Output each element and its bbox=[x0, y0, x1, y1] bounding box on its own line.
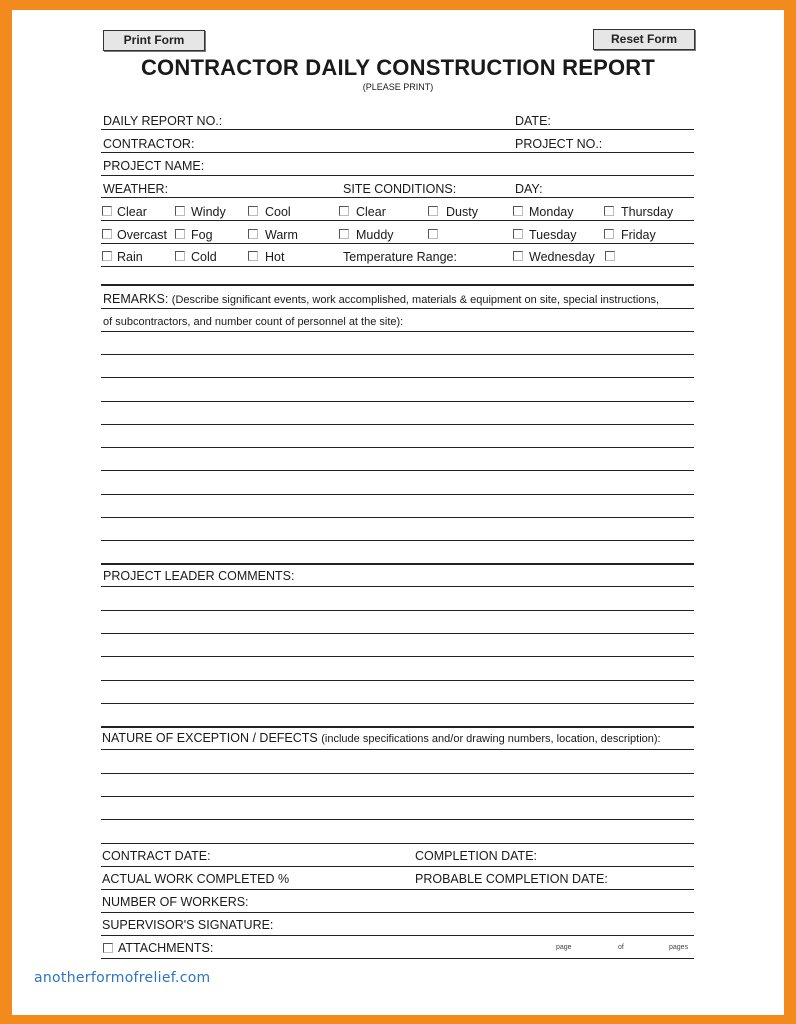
contractor-label: CONTRACTOR: bbox=[103, 137, 195, 151]
exception-detail: (include specifications and/or drawing numbers, location, description): bbox=[321, 733, 661, 745]
weather-clear-checkbox[interactable] bbox=[102, 206, 112, 216]
project-leader-comments-label: PROJECT LEADER COMMENTS: bbox=[103, 569, 295, 583]
exception-title: NATURE OF EXCEPTION / DEFECTS bbox=[102, 731, 318, 745]
date-label: DATE: bbox=[515, 114, 551, 128]
contract-date-label: CONTRACT DATE: bbox=[102, 849, 211, 863]
weather-header-line bbox=[101, 197, 694, 198]
day-monday-label: Monday bbox=[529, 205, 574, 219]
checkbox-row-3-line bbox=[101, 266, 694, 267]
day-tuesday-label: Tuesday bbox=[529, 228, 577, 242]
weather-hot-checkbox[interactable] bbox=[248, 251, 258, 261]
comments-line-3[interactable] bbox=[101, 633, 694, 634]
weather-fog-label: Fog bbox=[191, 228, 213, 242]
site-clear-checkbox[interactable] bbox=[339, 206, 349, 216]
site-muddy-label: Muddy bbox=[356, 228, 394, 242]
weather-cool-label: Cool bbox=[265, 205, 291, 219]
comments-line-1[interactable] bbox=[101, 586, 694, 587]
temperature-range-label: Temperature Range: bbox=[343, 250, 457, 264]
attachments-line bbox=[101, 958, 694, 959]
day-label: DAY: bbox=[515, 182, 543, 196]
project-name-label: PROJECT NAME: bbox=[103, 159, 205, 173]
weather-overcast-label: Overcast bbox=[117, 228, 168, 242]
weather-cold-checkbox[interactable] bbox=[175, 251, 185, 261]
weather-rain-label: Rain bbox=[117, 250, 143, 264]
attachments-checkbox[interactable] bbox=[103, 943, 113, 953]
checkbox-row-1-line bbox=[101, 220, 694, 221]
weather-fog-checkbox[interactable] bbox=[175, 229, 185, 239]
remarks-line-7[interactable] bbox=[101, 470, 694, 471]
remarks-label bbox=[103, 292, 659, 306]
weather-warm-label: Warm bbox=[265, 228, 298, 242]
form-subtitle: (PLEASE PRINT) bbox=[362, 82, 434, 92]
site-conditions-label: SITE CONDITIONS: bbox=[343, 182, 457, 196]
exception-line-5[interactable] bbox=[101, 843, 694, 844]
site-other-checkbox[interactable] bbox=[428, 229, 438, 239]
day-wednesday-label: Wednesday bbox=[529, 250, 595, 264]
day-tuesday-checkbox[interactable] bbox=[513, 229, 523, 239]
reset-form-button[interactable]: Reset Form bbox=[593, 29, 695, 50]
completion-date-label: COMPLETION DATE: bbox=[415, 849, 538, 863]
checkbox-row-2-line bbox=[101, 243, 694, 244]
daily-report-line[interactable] bbox=[101, 129, 694, 130]
remarks-line-5[interactable] bbox=[101, 424, 694, 425]
remarks-line-8[interactable] bbox=[101, 494, 694, 495]
supervisor-signature-label: SUPERVISOR'S SIGNATURE: bbox=[102, 918, 274, 932]
day-wednesday-checkbox[interactable] bbox=[513, 251, 523, 261]
day-monday-checkbox[interactable] bbox=[513, 206, 523, 216]
weather-warm-checkbox[interactable] bbox=[248, 229, 258, 239]
remarks-line-9[interactable] bbox=[101, 517, 694, 518]
remarks-line-1[interactable] bbox=[101, 331, 694, 332]
weather-cool-checkbox[interactable] bbox=[248, 206, 258, 216]
project-name-line[interactable] bbox=[101, 175, 694, 176]
of-label: of bbox=[618, 944, 624, 951]
comments-line-4[interactable] bbox=[101, 656, 694, 657]
form-sheet bbox=[12, 10, 784, 1015]
page-label: page bbox=[556, 944, 572, 951]
day-other-checkbox[interactable] bbox=[605, 251, 615, 261]
contractor-line[interactable] bbox=[101, 152, 694, 153]
remarks-line-4[interactable] bbox=[101, 401, 694, 402]
number-of-workers-label: NUMBER OF WORKERS: bbox=[102, 895, 249, 909]
site-dusty-label: Dusty bbox=[446, 205, 478, 219]
site-dusty-checkbox[interactable] bbox=[428, 206, 438, 216]
watermark-text: anotherformofrelief.com bbox=[34, 970, 211, 986]
actual-work-completed-label: ACTUAL WORK COMPLETED % bbox=[102, 872, 290, 886]
print-form-button[interactable]: Print Form bbox=[103, 30, 205, 51]
exception-line-1[interactable] bbox=[101, 749, 694, 750]
form-title: CONTRACTOR DAILY CONSTRUCTION REPORT bbox=[140, 55, 656, 80]
comments-line-2[interactable] bbox=[101, 610, 694, 611]
remarks-top-rule bbox=[101, 284, 694, 286]
remarks-title: REMARKS: bbox=[103, 292, 169, 306]
comments-top-rule bbox=[101, 563, 694, 565]
number-of-workers-line[interactable] bbox=[101, 912, 694, 913]
supervisor-signature-line[interactable] bbox=[101, 935, 694, 936]
project-no-label: PROJECT NO.: bbox=[515, 137, 603, 151]
comments-line-5[interactable] bbox=[101, 680, 694, 681]
day-friday-label: Friday bbox=[621, 228, 656, 242]
probable-completion-date-label: PROBABLE COMPLETION DATE: bbox=[415, 872, 608, 886]
remarks-line-2[interactable] bbox=[101, 354, 694, 355]
comments-line-6[interactable] bbox=[101, 703, 694, 704]
weather-hot-label: Hot bbox=[265, 250, 285, 264]
weather-label: WEATHER: bbox=[103, 182, 169, 196]
site-muddy-checkbox[interactable] bbox=[339, 229, 349, 239]
pages-label: pages bbox=[669, 944, 689, 951]
exception-label bbox=[102, 731, 661, 745]
weather-overcast-checkbox[interactable] bbox=[102, 229, 112, 239]
exception-top-rule bbox=[101, 726, 694, 728]
weather-clear-label: Clear bbox=[117, 205, 147, 219]
actual-work-line[interactable] bbox=[101, 889, 694, 890]
site-clear-label: Clear bbox=[356, 205, 386, 219]
exception-line-2[interactable] bbox=[101, 773, 694, 774]
day-thursday-checkbox[interactable] bbox=[604, 206, 614, 216]
contract-date-line[interactable] bbox=[101, 866, 694, 867]
remarks-line-10[interactable] bbox=[101, 540, 694, 541]
weather-cold-label: Cold bbox=[191, 250, 217, 264]
remarks-instructions-1: (Describe significant events, work accomplished, materials & equipment on site, special instructions, bbox=[171, 294, 660, 306]
remarks-instructions-2: of subcontractors, and number count of personnel at the site): bbox=[103, 316, 404, 328]
attachments-label: ATTACHMENTS: bbox=[118, 941, 214, 955]
remarks-line-6[interactable] bbox=[101, 447, 694, 448]
exception-line-4[interactable] bbox=[101, 819, 694, 820]
remarks-line-0 bbox=[101, 308, 694, 309]
daily-report-no-label: DAILY REPORT NO.: bbox=[103, 114, 223, 128]
weather-windy-label: Windy bbox=[191, 205, 226, 219]
remarks-line-3[interactable] bbox=[101, 377, 694, 378]
weather-rain-checkbox[interactable] bbox=[102, 251, 112, 261]
day-friday-checkbox[interactable] bbox=[604, 229, 614, 239]
weather-windy-checkbox[interactable] bbox=[175, 206, 185, 216]
exception-line-3[interactable] bbox=[101, 796, 694, 797]
day-thursday-label: Thursday bbox=[621, 205, 674, 219]
